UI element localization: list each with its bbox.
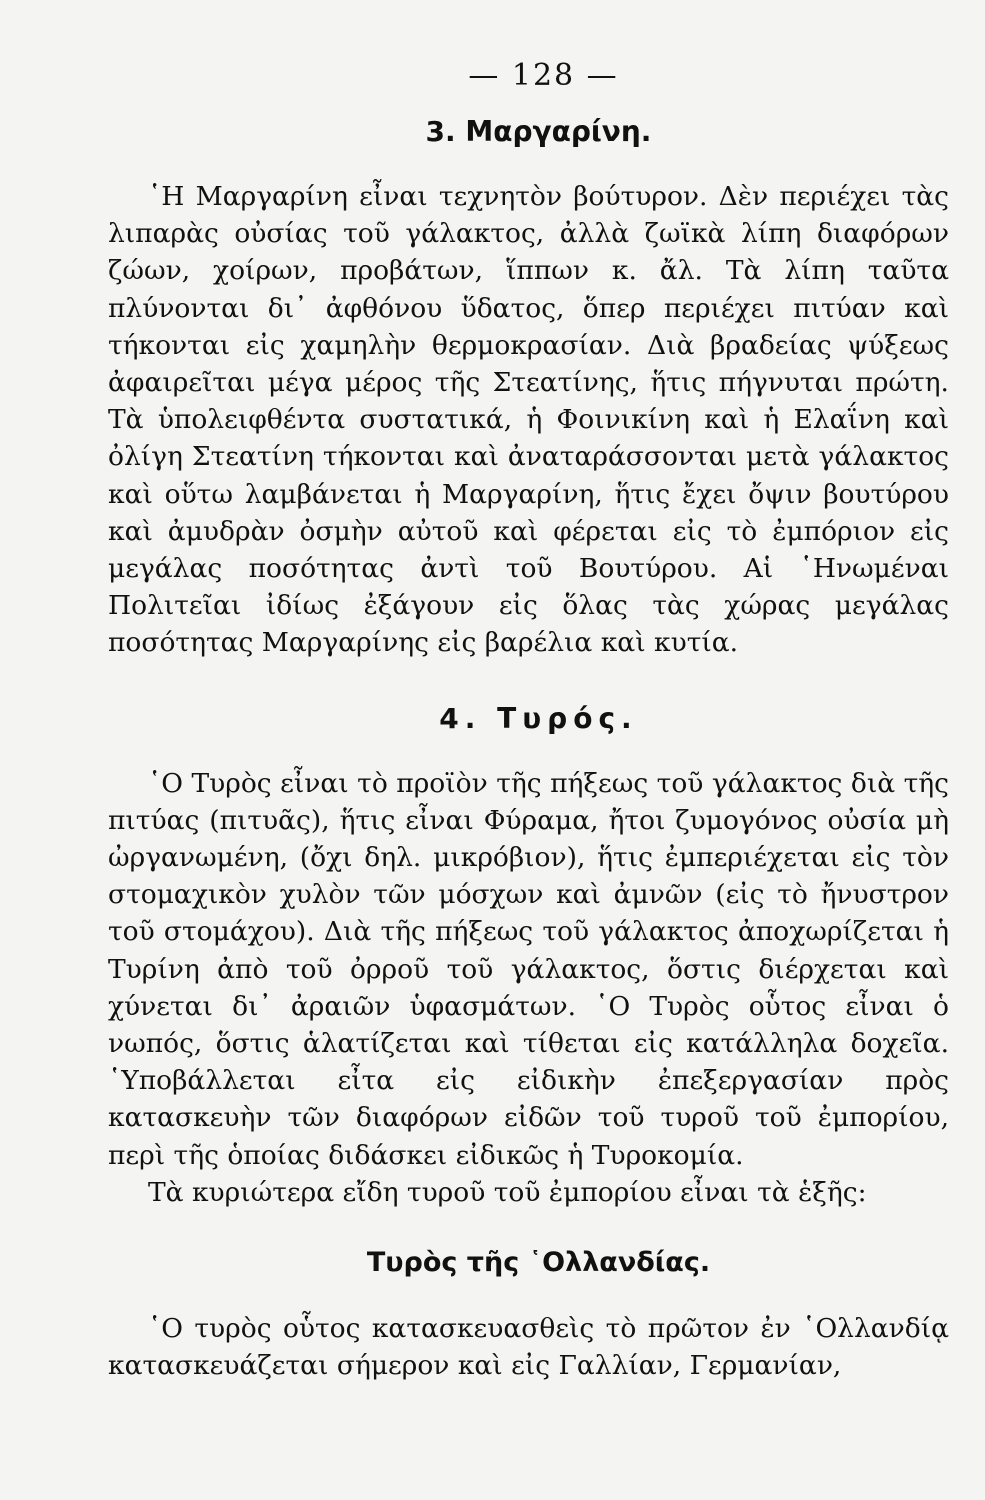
- section-heading-cheese: 4. Τυρός.: [439, 701, 638, 735]
- section-heading-margarine: 3. Μαργαρίνη.: [425, 115, 652, 148]
- paragraph-cheese-kinds: Τὰ κυριώτερα εἴδη τυροῦ τοῦ ἐμπορίου εἶναι τὰ ἑξῆς:: [148, 1176, 867, 1208]
- page-number: — 128 —: [468, 58, 619, 93]
- paragraph-margarine: ῾Η Μαργαρίνη εἶναι τεχνητὸν βούτυρον. Δὲν περιέχει τὰς λιπαρὰς οὐσίας τοῦ γάλακτος, ἀλλὰ ζωϊκὰ λίπη διαφόρων ζώων, χοίρων, προβάτων, ἵππων κ. ἄλ. Τὰ λίπη ταῦτα πλύνονται δι᾿ ἀφθόνου ὕδατος, ὅπερ περιέχει πιτύαν καὶ τήκονται εἰς χαμηλὴν θερμοκρασίαν. Διὰ βραδείας ψύξεως ἀφαιρεῖται μέγα μέρος τῆς Στεατίνης, ἥτις πήγνυται πρώτη. Τὰ ὑπολειφθέντα συστατικά, ἡ Φοινικίνη καὶ ἡ Ελαΐνη καὶ ὀλίγη Στεατίνη τήκονται καὶ ἀναταράσσονται μετὰ γάλακτος καὶ οὕτω λαμβάνεται ἡ Μαργαρίνη, ἥτις ἔχει ὄψιν βουτύρου καὶ ἀμυδρὰν ὀσμὴν αὐτοῦ καὶ φέρεται εἰς τὸ ἐμπόριον εἰς μεγάλας ποσότητας ἀντὶ τοῦ Βουτύρου. Αἱ ῾Ηνωμέναι Πολιτεῖαι ἰδίως ἐξάγουν εἰς ὅλας τὰς χώρας μεγάλας ποσότητας Μαργαρίνης εἰς βαρέλια καὶ κυτία.: [108, 181, 949, 659]
- subheading-dutch-cheese: Τυρὸς τῆς ῾Ολλανδίας.: [366, 1247, 711, 1279]
- paragraph-dutch-cheese: ῾Ο τυρὸς οὗτος κατασκευασθεὶς τὸ πρῶτον ἐν ῾Ολλανδίᾳ κατασκευάζεται σήμερον καὶ εἰς Γαλλίαν, Γερμανίαν,: [108, 1313, 949, 1382]
- paragraph-cheese: ῾Ο Τυρὸς εἶναι τὸ προϊὸν τῆς πήξεως τοῦ γάλακτος διὰ τῆς πιτύας (πιτυᾶς), ἥτις εἶναι Φύραμα, ἤτοι ζυμογόνος οὐσία μὴ ὠργανωμένη, (ὄχι δηλ. μικρόβιον), ἥτις ἐμπεριέχεται εἰς τὸν στομαχικὸν χυλὸν τῶν μόσχων καὶ ἀμνῶν (εἰς τὸ ἤνυστρον τοῦ στομάχου). Διὰ τῆς πήξεως τοῦ γάλακτος ἀποχωρίζεται ἡ Τυρίνη ἀπὸ τοῦ ὀρροῦ τοῦ γάλακτος, ὅστις διέρχεται καὶ χύνεται δι᾿ ἀραιῶν ὑφασμάτων. ῾Ο Τυρὸς οὗτος εἶναι ὁ νωπός, ὅστις ἁλατίζεται καὶ τίθεται εἰς κατάλληλα δοχεῖα. ῾Υποβάλλεται εἶτα εἰς εἰδικὴν ἐπεξεργασίαν πρὸς κατασκευὴν τῶν διαφόρων εἰδῶν τοῦ τυροῦ τοῦ ἐμπορίου, περὶ τῆς ὁποίας διδάσκει εἰδικῶς ἡ Τυροκομία.: [108, 767, 949, 1171]
